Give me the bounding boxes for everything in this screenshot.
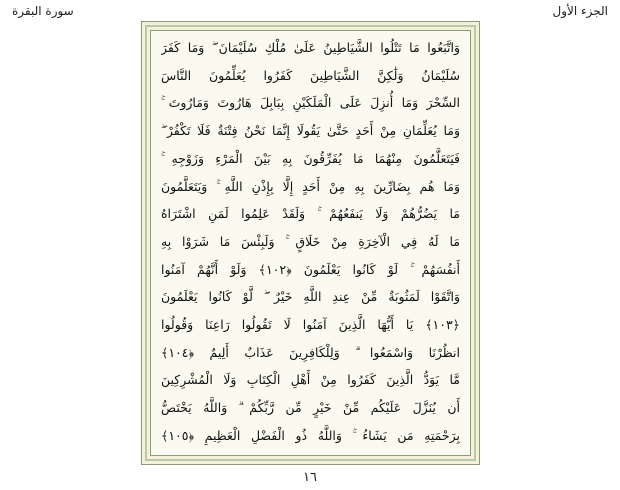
text-panel xyxy=(150,30,471,456)
verse-line: أَن يُنَزَّلَ عَلَيْكُم مِّنْ خَيْرٍ مِّن رَّبِّكُمْ ۗ وَاللَّهُ يَخْتَصُّ xyxy=(161,400,460,416)
verse-lines xyxy=(161,35,460,449)
verse-line: ﴿١٠٣﴾ يَا أَيُّهَا الَّذِينَ آمَنُوا لَا تَقُولُوا رَاعِنَا وَقُولُوا xyxy=(161,317,460,333)
verse-line: فَيَتَعَلَّمُونَ مِنْهُمَا مَا يُفَرِّقُونَ بِهِ بَيْنَ الْمَرْءِ وَزَوْجِهِ ۚ xyxy=(161,150,460,166)
verse-line: انظُرْنَا وَاسْمَعُوا ۗ وَلِلْكَافِرِينَ عَذَابٌ أَلِيمٌ ﴿١٠٤﴾ xyxy=(161,344,460,360)
verse-line: بِرَحْمَتِهِ مَن يَشَاءُ ۚ وَاللَّهُ ذُو الْفَضْلِ الْعَظِيمِ ﴿١٠٥﴾ xyxy=(161,427,460,443)
page-number: ١٦ xyxy=(303,470,317,485)
juz-name-header: الجزء الأول xyxy=(552,4,608,18)
verse-line: مَّا يَوَدُّ الَّذِينَ كَفَرُوا مِنْ أَهْلِ الْكِتَابِ وَلَا الْمُشْرِكِينَ xyxy=(161,372,460,388)
verse-line: مَا يَضُرُّهُمْ وَلَا يَنفَعُهُمْ ۚ وَلَقَدْ عَلِمُوا لَمَنِ اشْتَرَاهُ xyxy=(161,206,460,222)
verse-line: وَاتَّبَعُوا مَا تَتْلُوا الشَّيَاطِينُ عَلَىٰ مُلْكِ سُلَيْمَانَ ۖ وَمَا كَفَرَ xyxy=(161,40,460,55)
verse-line: مَا لَهُ فِي الْآخِرَةِ مِنْ خَلَاقٍ ۚ وَلَبِئْسَ مَا شَرَوْا بِهِ xyxy=(161,233,460,249)
page-border-frame xyxy=(141,21,480,465)
verse-line: السِّحْرَ وَمَا أُنزِلَ عَلَى الْمَلَكَيْنِ بِبَابِلَ هَارُوتَ وَمَارُوتَ ۚ xyxy=(161,95,460,111)
verse-line: وَمَا يُعَلِّمَانِ مِنْ أَحَدٍ حَتَّىٰ يَقُولَا إِنَّمَا نَحْنُ فِتْنَةٌ فَلَا تَكْفُرْ ۖ xyxy=(161,123,460,139)
surah-name-header: سورة البقرة xyxy=(12,4,74,18)
verse-line: وَمَا هُم بِضَارِّينَ بِهِ مِنْ أَحَدٍ إِلَّا بِإِذْنِ اللَّهِ ۚ وَيَتَعَلَّمُونَ xyxy=(161,178,460,194)
page-border-decoration xyxy=(145,25,476,461)
verse-line: وَاتَّقَوْا لَمَثُوبَةٌ مِّنْ عِندِ اللَّهِ خَيْرٌ ۖ لَّوْ كَانُوا يَعْلَمُونَ xyxy=(161,289,460,305)
verse-line: سُلَيْمَانُ وَلَٰكِنَّ الشَّيَاطِينَ كَفَرُوا يُعَلِّمُونَ النَّاسَ xyxy=(161,67,460,83)
verse-line: أَنفُسَهُمْ ۚ لَوْ كَانُوا يَعْلَمُونَ ﴿١٠٢﴾ وَلَوْ أَنَّهُمْ آمَنُوا xyxy=(161,261,460,277)
